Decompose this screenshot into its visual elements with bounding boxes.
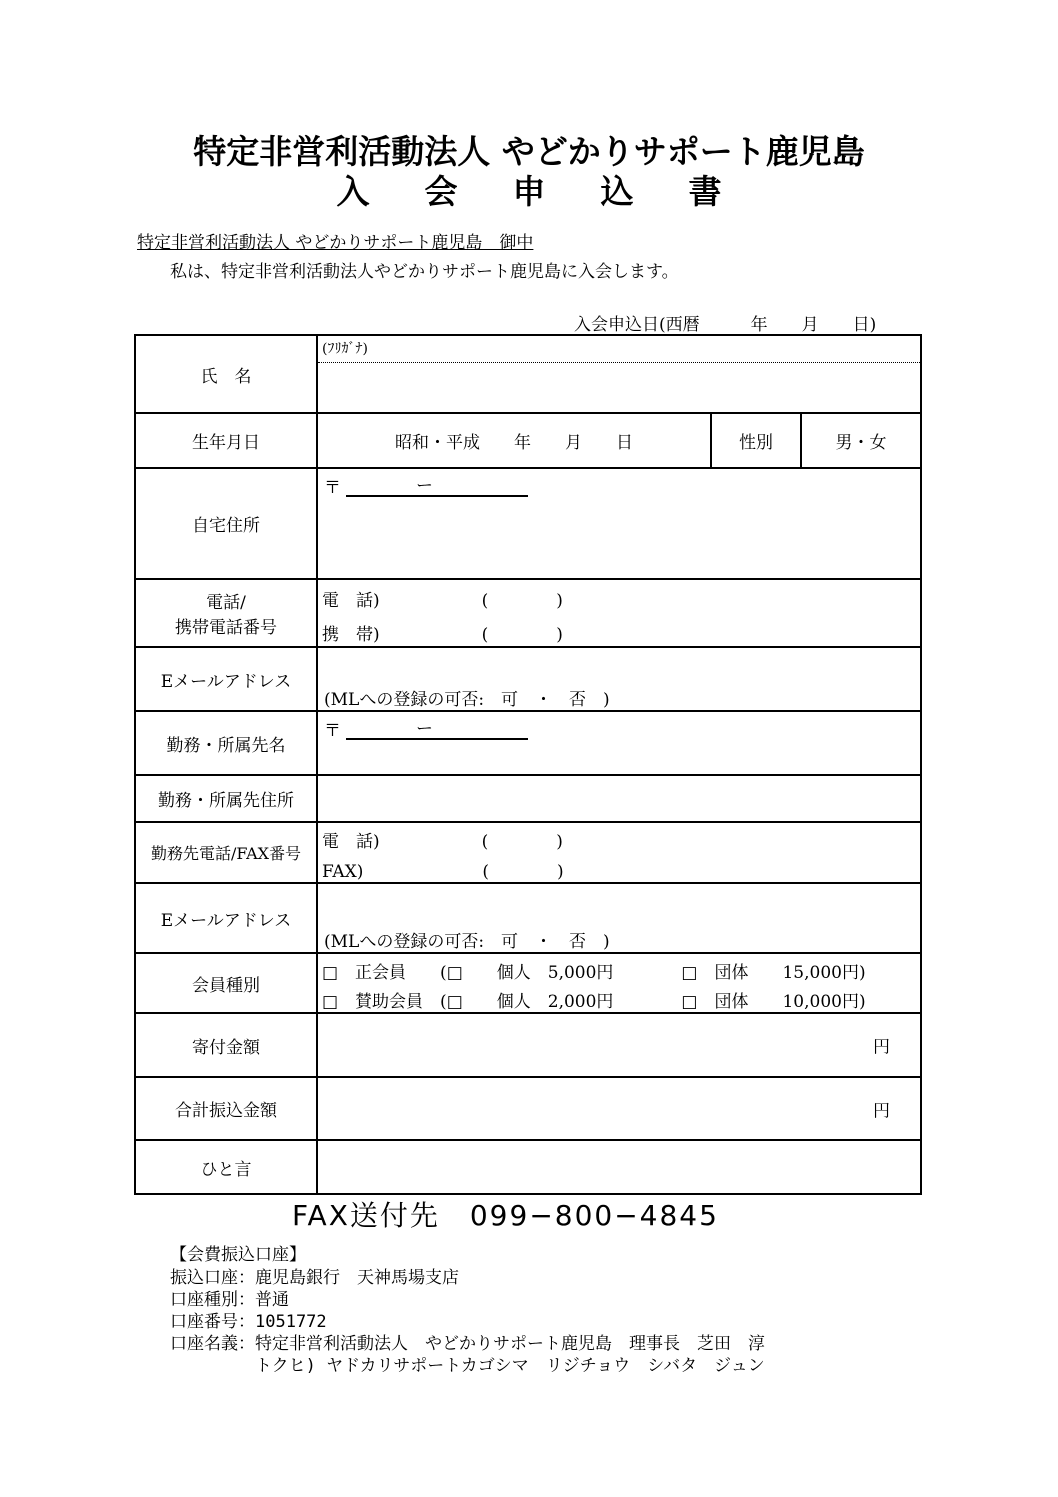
label-work-name: 勤務・所属先名 xyxy=(135,711,317,775)
label-work-address: 勤務・所属先住所 xyxy=(135,775,317,822)
total-field[interactable] xyxy=(317,1077,921,1140)
label-phone xyxy=(135,579,317,647)
work-name-field[interactable] xyxy=(317,711,921,775)
postal-mark: 〒 xyxy=(324,721,341,741)
label-member-type: 会員種別 xyxy=(135,953,317,1013)
label-name: 氏 名 xyxy=(135,335,317,413)
fax-destination: FAX送付先 099−800−4845 xyxy=(292,1199,719,1232)
furigana-divider xyxy=(318,362,920,363)
label-email-2: Eメールアドレス xyxy=(135,883,317,953)
email-field-2[interactable] xyxy=(317,883,921,953)
label-phone-line2: 携帯電話番号 xyxy=(175,618,277,638)
subtitle-char: 入 xyxy=(336,172,370,211)
total-yen: 円 xyxy=(873,1101,890,1121)
member-type-field[interactable] xyxy=(317,953,921,1013)
form-subtitle xyxy=(0,166,1058,213)
comment-field[interactable] xyxy=(317,1140,921,1194)
mobile-line: 携 帯) ( ) xyxy=(322,625,563,645)
sex-field[interactable]: 男・女 xyxy=(801,413,921,468)
postal-dash: ー xyxy=(416,476,433,496)
work-phone-field[interactable] xyxy=(317,822,921,883)
label-donation: 寄付金額 xyxy=(135,1013,317,1077)
donation-field[interactable] xyxy=(317,1013,921,1077)
donation-yen: 円 xyxy=(873,1037,890,1058)
postal-dash: ー xyxy=(416,719,433,739)
form-title: 特定非営利活動法人 やどかりサポート鹿児島 xyxy=(193,132,865,171)
ml-consent-1: (MLへの登録の可否: 可 ・ 否 ) xyxy=(324,690,610,710)
label-home-address: 自宅住所 xyxy=(135,468,317,579)
subtitle-char: 会 xyxy=(424,172,458,211)
postal-code-line xyxy=(346,738,528,740)
dob-field[interactable]: 昭和・平成 年 月 日 xyxy=(317,413,711,468)
label-sex: 性別 xyxy=(711,413,801,468)
phone-line: 電 話) ( ) xyxy=(322,591,563,611)
bank-line: 振込口座：鹿児島銀行 天神馬場支店 xyxy=(170,1268,459,1288)
email-field-1[interactable] xyxy=(317,647,921,711)
label-work-phone: 勤務先電話/FAX番号 xyxy=(135,822,317,883)
declaration: 私は、特定非営利活動法人やどかりサポート鹿児島に入会します。 xyxy=(170,262,679,282)
ml-consent-2: (MLへの登録の可否: 可 ・ 否 ) xyxy=(324,932,610,952)
work-address-field[interactable] xyxy=(317,775,921,822)
home-address-field[interactable] xyxy=(317,468,921,579)
work-phone-line: 電 話) ( ) xyxy=(322,832,563,852)
addressee: 特定非営利活動法人 やどかりサポート鹿児島 御中 xyxy=(137,233,534,253)
regular-member-option[interactable]: □ 正会員 (□ 個人 5,000円 □ 団体 15,000円) xyxy=(322,963,866,983)
supporting-member-option[interactable]: □ 賛助会員 (□ 個人 2,000円 □ 団体 10,000円) xyxy=(322,992,866,1012)
bank-line: 口座番号：1051772 xyxy=(170,1312,327,1332)
furigana-label: (ﾌﾘｶﾞﾅ) xyxy=(322,341,368,357)
application-form-table xyxy=(134,334,922,1195)
label-total: 合計振込金額 xyxy=(135,1077,317,1140)
bank-line: 口座名義：特定非営利活動法人 やどかりサポート鹿児島 理事長 芝田 淳 xyxy=(170,1334,765,1354)
postal-mark: 〒 xyxy=(324,478,341,498)
postal-code-line xyxy=(346,495,528,497)
work-fax-line: FAX) ( ) xyxy=(322,862,564,882)
bank-line: 口座種別：普通 xyxy=(170,1290,289,1310)
label-dob: 生年月日 xyxy=(135,413,317,468)
bank-heading: 【会費振込口座】 xyxy=(170,1245,306,1265)
phone-field[interactable] xyxy=(317,579,921,647)
label-phone-line1: 電話/ xyxy=(206,593,246,613)
subtitle-char: 書 xyxy=(688,172,722,211)
application-date[interactable]: 入会申込日(西暦 年 月 日) xyxy=(574,315,877,335)
label-email-1: Eメールアドレス xyxy=(135,647,317,711)
subtitle-char: 申 xyxy=(512,172,546,211)
bank-line: トクヒ) ヤドカリサポートカゴシマ リジチョウ シバタ ジュン xyxy=(170,1356,765,1376)
label-comment: ひと言 xyxy=(135,1140,317,1194)
name-field[interactable] xyxy=(317,335,921,413)
subtitle-char: 込 xyxy=(600,172,634,211)
